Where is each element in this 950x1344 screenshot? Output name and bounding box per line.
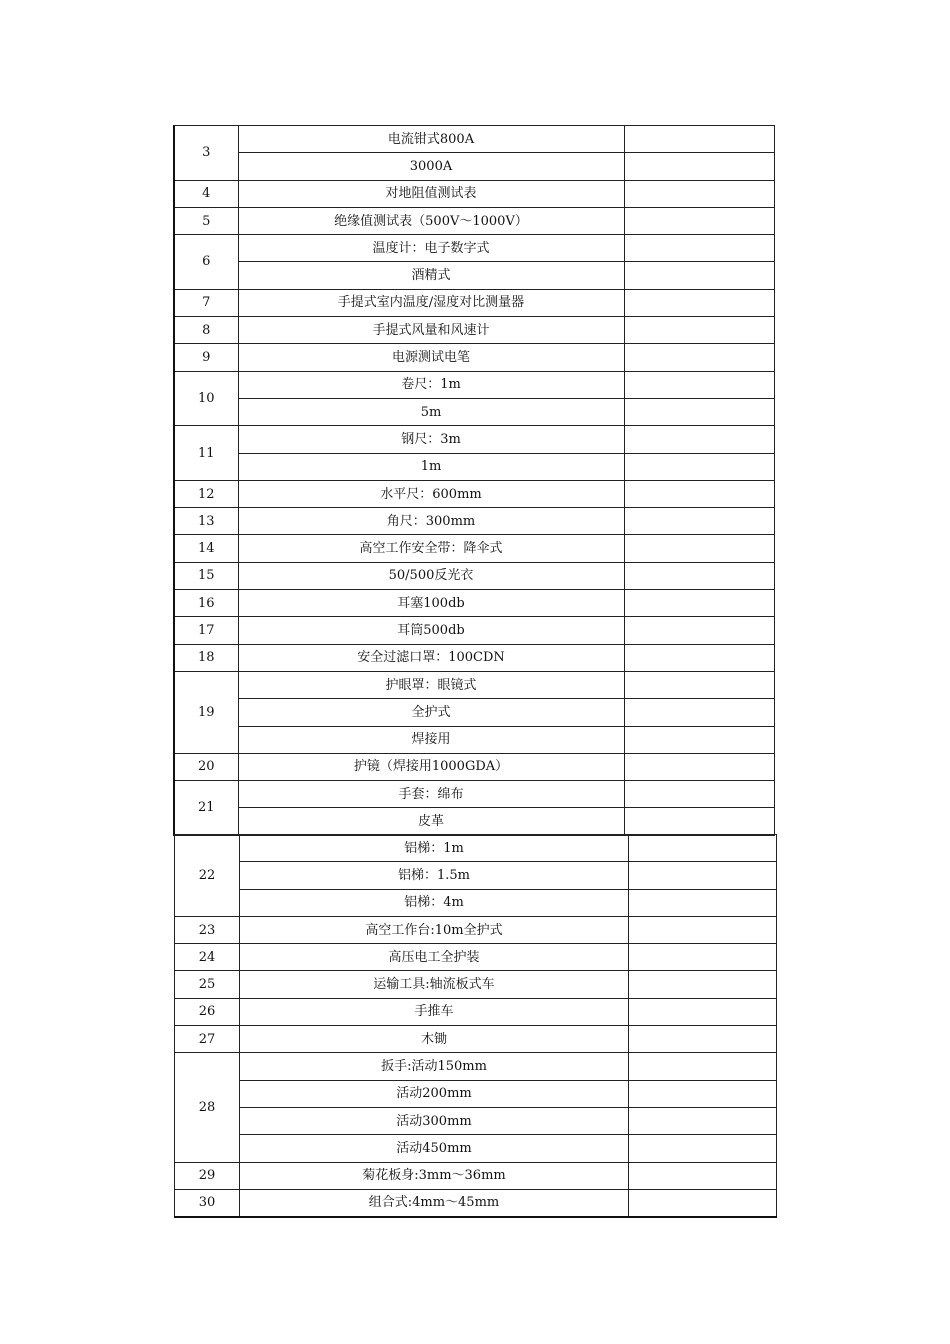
item-description: 活动450mm	[240, 1135, 629, 1162]
table-row	[174, 262, 774, 289]
table-row	[174, 671, 774, 698]
blank-cell	[629, 944, 777, 971]
table-row	[175, 944, 777, 971]
item-number: 7	[174, 289, 238, 316]
item-description: 手套：绵布	[238, 781, 624, 808]
blank-cell	[624, 207, 774, 234]
item-number: 28	[175, 1053, 240, 1162]
item-number: 12	[174, 480, 238, 507]
item-description: 皮革	[238, 808, 624, 835]
table-row	[175, 1026, 777, 1053]
table-row	[174, 753, 774, 780]
item-number: 29	[175, 1162, 240, 1189]
item-description: 铝梯：1m	[240, 835, 629, 862]
item-description: 活动200mm	[240, 1080, 629, 1107]
item-description: 菊花板身:3mm～36mm	[240, 1162, 629, 1189]
item-number: 10	[174, 371, 238, 426]
table-row	[174, 562, 774, 589]
item-number: 21	[174, 781, 238, 836]
item-description: 1m	[238, 453, 624, 480]
equipment-table-part2	[174, 834, 777, 1218]
item-description: 耳塞100db	[238, 590, 624, 617]
table-row	[174, 398, 774, 425]
table-row	[174, 371, 774, 398]
item-number: 4	[174, 180, 238, 207]
item-number: 22	[175, 835, 240, 917]
blank-cell	[624, 617, 774, 644]
item-number: 15	[174, 562, 238, 589]
blank-cell	[629, 1162, 777, 1189]
table-row	[175, 916, 777, 943]
blank-cell	[629, 1107, 777, 1134]
item-description: 卷尺：1m	[238, 371, 624, 398]
blank-cell	[629, 971, 777, 998]
item-number: 11	[174, 426, 238, 481]
item-description: 手提式风量和风速计	[238, 317, 624, 344]
table-row	[175, 1189, 777, 1216]
blank-cell	[624, 644, 774, 671]
item-description: 钢尺：3m	[238, 426, 624, 453]
table-row	[174, 781, 774, 808]
blank-cell	[624, 480, 774, 507]
item-description: 手提式室内温度/湿度对比测量器	[238, 289, 624, 316]
item-number: 27	[175, 1026, 240, 1053]
item-description: 护眼罩：眼镜式	[238, 671, 624, 698]
item-description: 耳筒500db	[238, 617, 624, 644]
item-description: 组合式:4mm～45mm	[240, 1189, 629, 1216]
blank-cell	[624, 371, 774, 398]
blank-cell	[624, 753, 774, 780]
blank-cell	[629, 916, 777, 943]
table-row	[174, 590, 774, 617]
table-row	[174, 508, 774, 535]
blank-cell	[624, 535, 774, 562]
item-description: 5m	[238, 398, 624, 425]
table-row	[174, 699, 774, 726]
item-description: 铝梯：4m	[240, 889, 629, 916]
item-description: 水平尺：600mm	[238, 480, 624, 507]
blank-cell	[624, 562, 774, 589]
blank-cell	[624, 344, 774, 371]
item-description: 铝梯：1.5m	[240, 862, 629, 889]
table-row	[175, 1162, 777, 1189]
table-row	[174, 480, 774, 507]
blank-cell	[629, 1026, 777, 1053]
item-description: 角尺：300mm	[238, 508, 624, 535]
blank-cell	[624, 671, 774, 698]
table-row	[174, 453, 774, 480]
item-description: 温度计：电子数字式	[238, 235, 624, 262]
table-row	[174, 617, 774, 644]
blank-cell	[624, 180, 774, 207]
blank-cell	[624, 289, 774, 316]
table-row	[174, 289, 774, 316]
item-number: 5	[174, 207, 238, 234]
blank-cell	[629, 862, 777, 889]
item-number: 18	[174, 644, 238, 671]
item-description: 全护式	[238, 699, 624, 726]
blank-cell	[624, 235, 774, 262]
item-description: 安全过滤口罩：100CDN	[238, 644, 624, 671]
item-number: 19	[174, 671, 238, 753]
table-row	[175, 1080, 777, 1107]
item-number: 8	[174, 317, 238, 344]
table-row	[174, 153, 774, 180]
table-row	[174, 426, 774, 453]
table-row	[175, 835, 777, 862]
item-description: 3000A	[238, 153, 624, 180]
item-description: 酒精式	[238, 262, 624, 289]
blank-cell	[624, 781, 774, 808]
item-number: 14	[174, 535, 238, 562]
blank-cell	[624, 590, 774, 617]
item-description: 高空工作台:10m全护式	[240, 916, 629, 943]
table-row	[175, 1053, 777, 1080]
blank-cell	[624, 153, 774, 180]
blank-cell	[629, 1053, 777, 1080]
table-row	[174, 317, 774, 344]
item-number: 30	[175, 1189, 240, 1216]
item-description: 对地阻值测试表	[238, 180, 624, 207]
item-number: 24	[175, 944, 240, 971]
table-row	[174, 207, 774, 234]
table-row	[175, 1135, 777, 1162]
table-row	[174, 235, 774, 262]
blank-cell	[624, 126, 774, 153]
blank-cell	[629, 1189, 777, 1216]
item-number: 26	[175, 998, 240, 1025]
table-row	[174, 344, 774, 371]
table-row	[175, 1107, 777, 1134]
item-description: 手推车	[240, 998, 629, 1025]
item-number: 9	[174, 344, 238, 371]
blank-cell	[624, 726, 774, 753]
item-description: 木锄	[240, 1026, 629, 1053]
item-description: 电源测试电笔	[238, 344, 624, 371]
item-description: 焊接用	[238, 726, 624, 753]
item-number: 17	[174, 617, 238, 644]
blank-cell	[624, 699, 774, 726]
table-row	[175, 998, 777, 1025]
table-row	[174, 644, 774, 671]
item-number: 13	[174, 508, 238, 535]
item-description: 绝缘值测试表（500V～1000V）	[238, 207, 624, 234]
equipment-table-part1	[173, 125, 775, 836]
blank-cell	[624, 262, 774, 289]
blank-cell	[624, 317, 774, 344]
item-description: 电流钳式800A	[238, 126, 624, 153]
blank-cell	[629, 1080, 777, 1107]
table-row	[174, 180, 774, 207]
item-description: 运输工具:轴流板式车	[240, 971, 629, 998]
item-number: 3	[174, 126, 238, 181]
item-number: 20	[174, 753, 238, 780]
table-row	[174, 808, 774, 835]
blank-cell	[629, 889, 777, 916]
table-row	[175, 862, 777, 889]
blank-cell	[629, 998, 777, 1025]
item-number: 25	[175, 971, 240, 998]
item-number: 16	[174, 590, 238, 617]
item-number: 6	[174, 235, 238, 290]
table-row	[174, 126, 774, 153]
item-description: 活动300mm	[240, 1107, 629, 1134]
table-row	[175, 889, 777, 916]
item-description: 扳手:活动150mm	[240, 1053, 629, 1080]
blank-cell	[624, 808, 774, 835]
blank-cell	[624, 453, 774, 480]
table-row	[174, 535, 774, 562]
blank-cell	[629, 835, 777, 862]
item-description: 高压电工全护装	[240, 944, 629, 971]
blank-cell	[629, 1135, 777, 1162]
table-row	[175, 971, 777, 998]
blank-cell	[624, 508, 774, 535]
item-description: 50/500反光衣	[238, 562, 624, 589]
table-row	[174, 726, 774, 753]
blank-cell	[624, 426, 774, 453]
item-number: 23	[175, 916, 240, 943]
item-description: 高空工作安全带：降伞式	[238, 535, 624, 562]
blank-cell	[624, 398, 774, 425]
item-description: 护镜（焊接用1000GDA）	[238, 753, 624, 780]
